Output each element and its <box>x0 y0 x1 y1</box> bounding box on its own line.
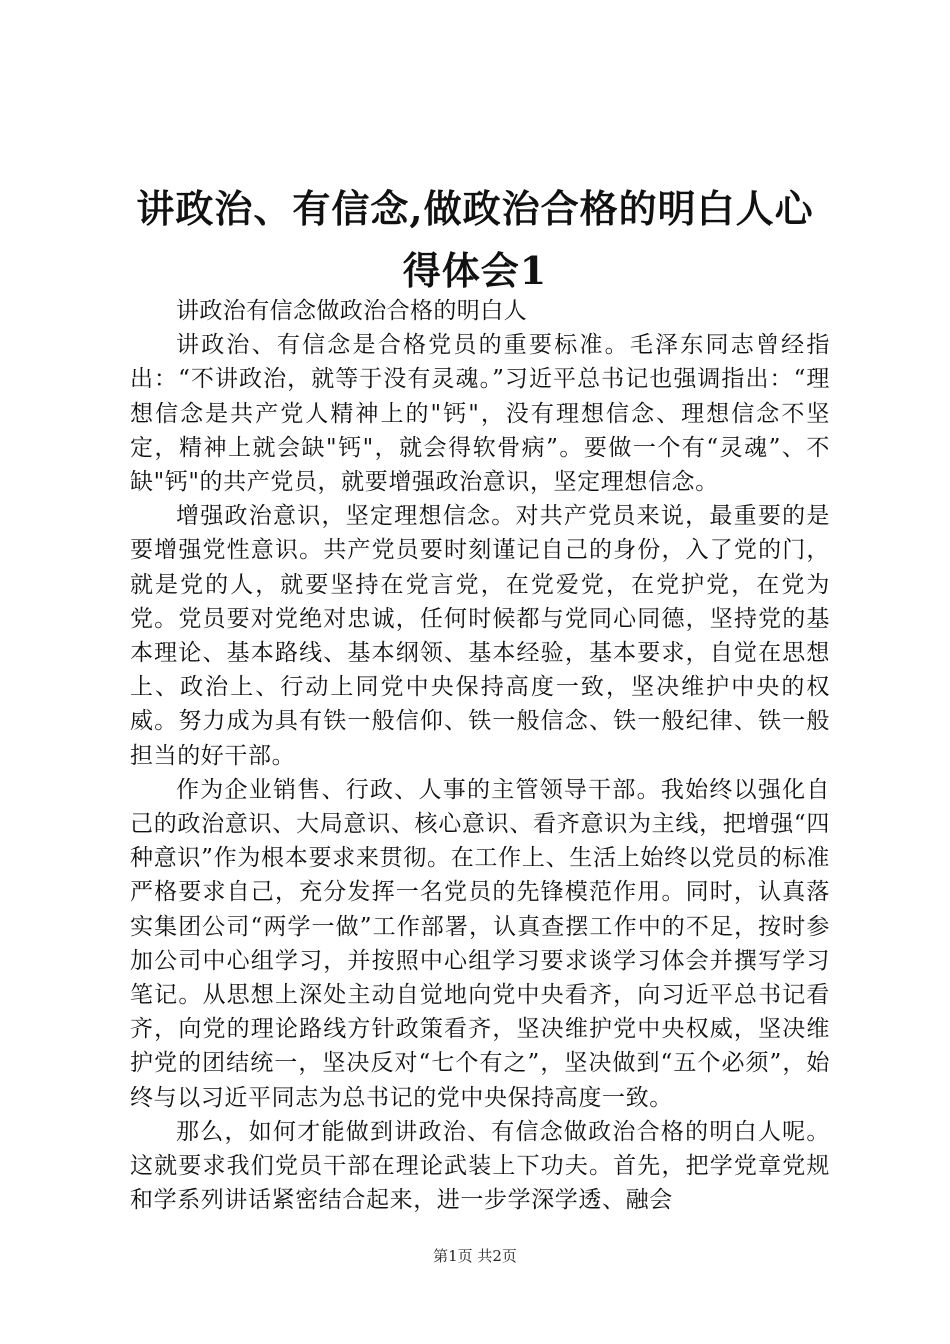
paragraph-2: 增强政治意识，坚定理想信念。对共产党员来说，最重要的是要增强党性意识。共产党员要时刻谨记自己的身份，入了党的门，就是党的人，就要坚持在党言党，在党爱党，在党护党，在党为党。党员要对党绝对忠诚，任何时候都与党同心同德，坚持党的基本理论、基本路线、基本纲领、基本经验，基本要求，自觉在思想上、政治上、行动上同党中央保持高度一致，坚决维护中央的权威。努力成为具有铁一般信仰、铁一般信念、铁一般纪律、铁一般担当的好干部。 <box>130 503 830 769</box>
document-body <box>130 294 830 1217</box>
document-title: 讲政治、有信念,做政治合格的明白人心得体会1 <box>136 186 814 293</box>
paragraph-1: 讲政治、有信念是合格党员的重要标准。毛泽东同志曾经指出：“不讲政治，就等于没有灵魂。”习近平总书记也强调指出：“理想信念是共产党人精神上的"钙"，没有理想信念、理想信念不坚定，精神上就会缺"钙"，就会得软骨病”。要做一个有“灵魂”、不缺"钙"的共产党员，就要增强政治意识，坚定理想信念。 <box>130 332 830 496</box>
page-footer: 第1页 共2页 <box>433 1247 517 1265</box>
document-subtitle: 讲政治有信念做政治合格的明白人 <box>176 298 527 324</box>
paragraph-4: 那么，如何才能做到讲政治、有信念做政治合格的明白人呢。这就要求我们党员干部在理论武装上下功夫。首先，把学党章党规和学系列讲话紧密结合起来，进一步学深学透、融会 <box>130 1118 830 1214</box>
paragraph-3: 作为企业销售、行政、人事的主管领导干部。我始终以强化自己的政治意识、大局意识、核心意识、看齐意识为主线，把增强“四种意识”作为根本要求来贯彻。在工作上、生活上始终以党员的标准严格要求自己，充分发挥一名党员的先锋模范作用。同时，认真落实集团公司“两学一做”工作部署，认真查摆工作中的不足，按时参加公司中心组学习，并按照中心组学习要求谈学习体会并撰写学习笔记。从思想上深处主动自觉地向党中央看齐，向习近平总书记看齐，向党的理论路线方针政策看齐，坚决维护党中央权威，坚决维护党的团结统一，坚决反对“七个有之”，坚决做到“五个必须”，始终与以习近平同志为总书记的党中央保持高度一致。 <box>130 776 830 1111</box>
